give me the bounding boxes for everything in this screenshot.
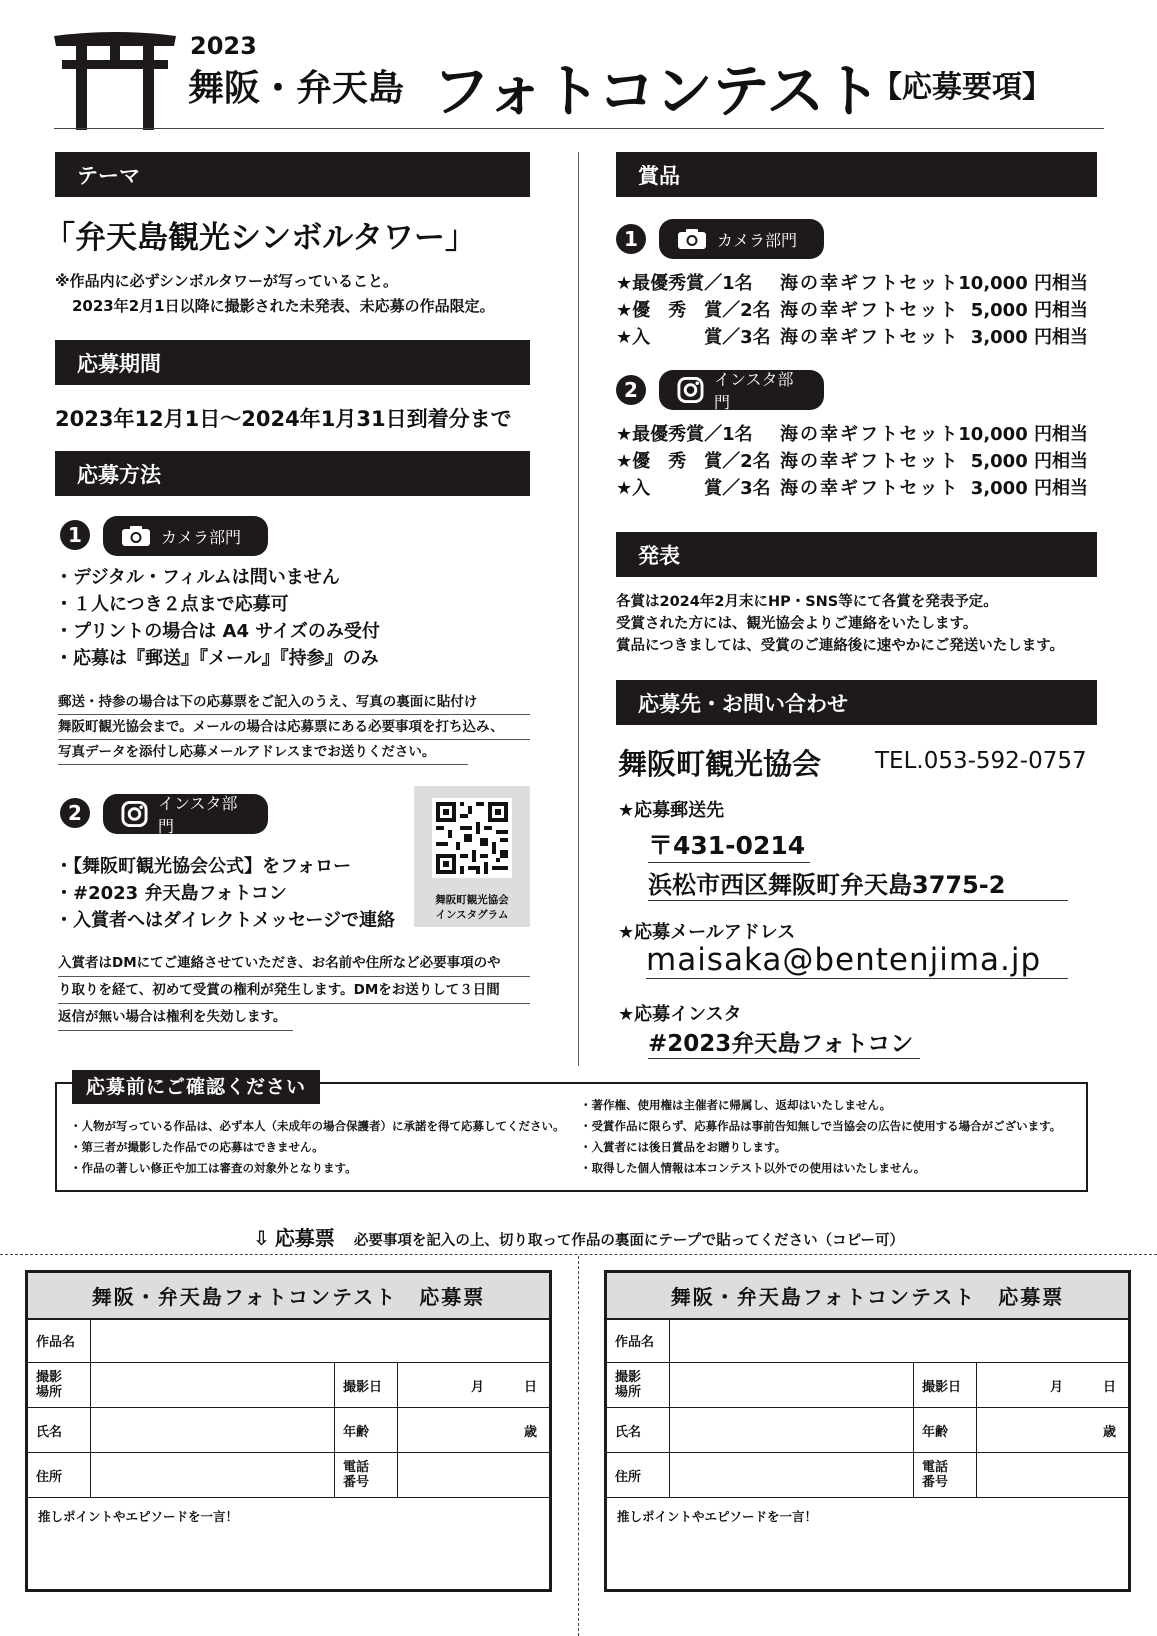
prizes-heading: 賞品 — [616, 152, 1097, 197]
contact-mail-label: ★応募郵送先 — [618, 800, 725, 821]
method-camera-label: カメラ部門 — [161, 527, 242, 547]
cut-line-horizontal — [0, 1254, 1157, 1255]
form-input-date[interactable]: 月 日 — [398, 1363, 549, 1408]
confirm-item: ・第三者が撮影した作品での応募はできません。 — [70, 1140, 324, 1154]
instagram-icon — [677, 376, 704, 404]
form-input-place[interactable] — [670, 1363, 914, 1408]
form-label-work: 作品名 — [28, 1318, 91, 1363]
form-label-place: 撮影 場所 — [28, 1363, 91, 1408]
confirm-item: ・入賞者には後日賞品をお贈りします。 — [580, 1140, 787, 1154]
theme-main: 「弁天島観光シンボルタワー」 — [44, 220, 476, 256]
form-label-name: 氏名 — [607, 1408, 670, 1453]
announce-heading: 発表 — [616, 532, 1097, 577]
form-comment-label: 推しポイントやエピソードを一言！ — [617, 1509, 818, 1524]
header-title: フォトコンテスト — [432, 57, 881, 125]
method-camera-pill — [103, 516, 268, 556]
announce-line: 賞品につきましては、受賞のご連絡後に速やかにご発送いたします。 — [616, 638, 1065, 654]
prize-row: ★最優秀賞／1名 海の幸ギフトセット10,000 円相当 — [616, 273, 1088, 294]
form-label-work: 作品名 — [607, 1318, 670, 1363]
prize-row: ★入 賞／3名 海の幸ギフトセット 3,000 円相当 — [616, 327, 1088, 348]
form-input-work[interactable] — [91, 1318, 549, 1363]
form-input-work[interactable] — [670, 1318, 1128, 1363]
contact-org: 舞阪町観光協会 — [618, 747, 822, 781]
list-item: ・プリントの場合は A4 サイズのみ受付 — [55, 621, 380, 642]
method-insta-label: インスタ部門 — [157, 794, 238, 836]
contact-tel: TEL.053-592-0757 — [875, 748, 1087, 774]
confirm-item: ・著作権、使用権は主催者に帰属し、返却はいたしません。 — [580, 1098, 892, 1112]
cut-line-vertical — [578, 1256, 579, 1636]
method-insta-note — [58, 950, 530, 1031]
list-item: ・１人につき２点まで応募可 — [55, 594, 289, 615]
form-input-date[interactable]: 月 日 — [977, 1363, 1128, 1408]
contact-insta-label: ★応募インスタ — [618, 1004, 742, 1025]
prize-row: ★入 賞／3名 海の幸ギフトセット 3,000 円相当 — [616, 478, 1088, 499]
form-input-comment[interactable] — [607, 1499, 1128, 1589]
method-camera-note — [58, 690, 530, 765]
form-input-comment[interactable] — [28, 1499, 549, 1589]
confirm-item: ・取得した個人情報は本コンテスト以外での使用はいたしません。 — [580, 1161, 926, 1175]
form-input-name[interactable] — [91, 1408, 335, 1453]
prize-row: ★優 秀 賞／2名 海の幸ギフトセット 5,000 円相当 — [616, 451, 1088, 472]
confirm-item: ・受賞作品に限らず、応募作品は事前告知無しで当協会の広告に使用する場合がございます。 — [580, 1119, 1062, 1133]
announce-line: 各賞は2024年2月末にHP・SNS等にて各賞を発表予定。 — [616, 594, 998, 610]
qr-code-icon — [432, 798, 512, 878]
qr-caption-1: 舞阪町観光協会 — [435, 894, 509, 906]
form-label-phone: 電話 番号 — [914, 1453, 977, 1498]
instagram-icon — [121, 800, 148, 828]
form-label-date: 撮影日 — [335, 1363, 398, 1408]
method-insta-pill — [103, 794, 268, 834]
list-item: ・【舞阪町観光協会公式】をフォロー — [55, 856, 352, 877]
form-input-address[interactable] — [670, 1453, 914, 1498]
prize-row: ★最優秀賞／1名 海の幸ギフトセット10,000 円相当 — [616, 424, 1088, 445]
header-year: 2023 — [190, 32, 257, 60]
prizes-insta-pill — [659, 370, 824, 410]
note-line: 郵送・持参の場合は下の応募票をご記入のうえ、写真の裏面に貼付け — [58, 690, 530, 715]
contact-email[interactable]: maisaka@bentenjima.jp — [646, 942, 1068, 979]
list-item: ・#2023 弁天島フォトコン — [55, 883, 287, 904]
list-item: ・デジタル・フィルムは問いません — [55, 567, 340, 588]
confirm-item: ・作品の著しい修正や加工は審査の対象外となります。 — [70, 1161, 357, 1175]
note-line: 写真データを添付し応募メールアドレスまでお送りください。 — [58, 740, 468, 765]
contact-address: 浜松市西区舞阪町弁天島3775-2 — [648, 865, 1068, 901]
camera-icon — [121, 525, 151, 547]
form-label-place: 撮影 場所 — [607, 1363, 670, 1408]
confirm-heading: 応募前にご確認ください — [72, 1070, 320, 1104]
form-input-address[interactable] — [91, 1453, 335, 1498]
contact-heading: 応募先・お問い合わせ — [616, 680, 1097, 725]
contact-email-label: ★応募メールアドレス — [618, 922, 796, 943]
form-label-date: 撮影日 — [914, 1363, 977, 1408]
announce-line: 受賞された方には、観光協会よりご連絡をいたします。 — [616, 616, 978, 632]
period-text: 2023年12月1日〜2024年1月31日到着分まで — [55, 407, 512, 431]
form-input-age[interactable]: 歳 — [977, 1408, 1128, 1453]
form-label-age: 年齢 — [335, 1408, 398, 1453]
period-heading: 応募期間 — [55, 340, 530, 385]
note-line: 舞阪町観光協会まで。メールの場合は応募票にある必要事項を打ち込み、 — [58, 715, 530, 740]
form-label-address: 住所 — [28, 1453, 91, 1498]
form-comment-label: 推しポイントやエピソードを一言！ — [38, 1509, 239, 1524]
form-label-name: 氏名 — [28, 1408, 91, 1453]
confirm-right — [580, 1095, 1061, 1179]
header-place: 舞阪・弁天島 — [188, 68, 405, 109]
column-divider — [578, 152, 579, 1066]
list-item: ・入賞者へはダイレクトメッセージで連絡 — [55, 910, 396, 931]
cut-label: 応募票 — [274, 1226, 335, 1250]
method-camera-items — [55, 564, 380, 672]
form-title: 舞阪・弁天島フォトコンテスト 応募票 — [607, 1273, 1128, 1320]
form-label-address: 住所 — [607, 1453, 670, 1498]
announce-text — [616, 591, 1064, 657]
method-heading: 応募方法 — [55, 451, 530, 496]
form-input-place[interactable] — [91, 1363, 335, 1408]
list-item: ・応募は『郵送』『メール』『持参』のみ — [55, 648, 379, 669]
torii-logo — [54, 30, 176, 130]
theme-note-1: ※作品内に必ずシンボルタワーが写っていること。 — [55, 272, 399, 290]
qr-box[interactable] — [414, 786, 530, 927]
form-title: 舞阪・弁天島フォトコンテスト 応募票 — [28, 1273, 549, 1320]
note-line: り取りを経て、初めて受賞の権利が発生します。DMをお送りして３日間 — [58, 977, 530, 1004]
note-line: 返信が無い場合は権利を失効します。 — [58, 1004, 293, 1031]
note-line: 入賞者はDMにてご連絡させていただき、お名前や住所など必要事項のや — [58, 950, 530, 977]
contact-insta[interactable]: #2023弁天島フォトコン — [648, 1025, 920, 1059]
cut-instruction — [0, 1222, 1157, 1251]
torii-icon — [54, 30, 176, 130]
prizes-camera-label: カメラ部門 — [717, 230, 798, 250]
form-input-age[interactable]: 歳 — [398, 1408, 549, 1453]
contact-zip: 〒431-0214 — [648, 826, 810, 863]
form-label-age: 年齢 — [914, 1408, 977, 1453]
method-camera-number: 1 — [60, 520, 90, 550]
prizes-insta-label: インスタ部門 — [713, 370, 794, 412]
prizes-camera-pill — [659, 219, 824, 259]
down-arrow-icon: ⇩ — [252, 1226, 270, 1250]
theme-heading: テーマ — [55, 152, 530, 197]
form-input-name[interactable] — [670, 1408, 914, 1453]
header-tag: 【応募要項】 — [872, 70, 1052, 105]
camera-icon — [677, 228, 707, 250]
entry-form-right — [604, 1270, 1131, 1592]
confirm-item: ・人物が写っている作品は、必ず本人（未成年の場合保護者）に承諾を得て応募してください。 — [70, 1119, 565, 1133]
prizes-camera-number: 1 — [616, 224, 646, 254]
confirm-left — [70, 1116, 565, 1179]
cut-text: 必要事項を記入の上、切り取って作品の裏面にテープで貼ってください（コピー可） — [353, 1233, 905, 1249]
prize-row: ★優 秀 賞／2名 海の幸ギフトセット 5,000 円相当 — [616, 300, 1088, 321]
qr-caption-2: インスタグラム — [435, 909, 509, 921]
prizes-insta-number: 2 — [616, 375, 646, 405]
header-rule — [54, 128, 1104, 129]
method-insta-items — [55, 853, 395, 934]
theme-note-2: 2023年2月1日以降に撮影された未発表、未応募の作品限定。 — [72, 297, 495, 315]
form-input-phone[interactable] — [977, 1453, 1128, 1498]
form-label-phone: 電話 番号 — [335, 1453, 398, 1498]
entry-form-left — [25, 1270, 552, 1592]
form-input-phone[interactable] — [398, 1453, 549, 1498]
method-insta-number: 2 — [60, 798, 90, 828]
